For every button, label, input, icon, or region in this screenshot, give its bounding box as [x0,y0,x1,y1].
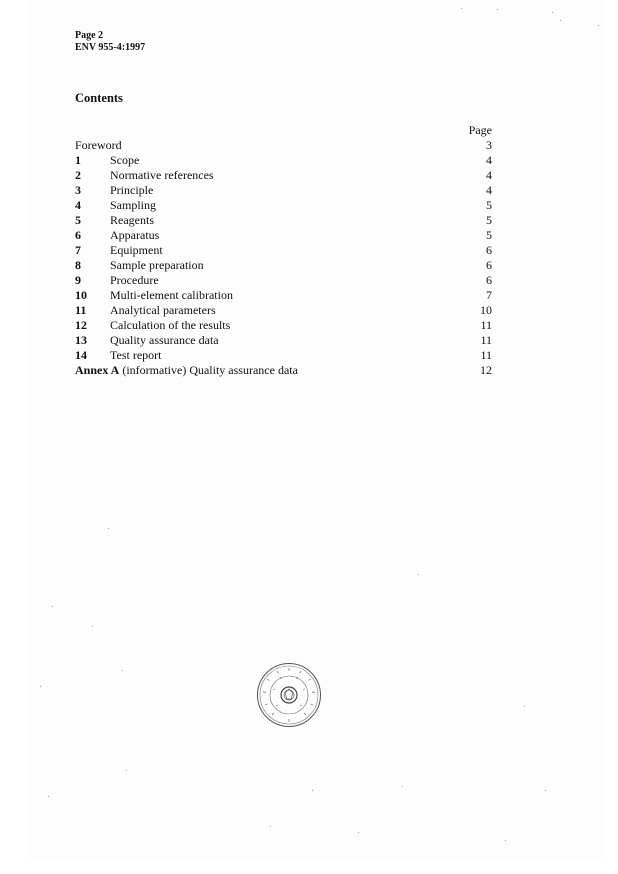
scan-speck [92,626,93,627]
contents-heading: Contents [75,91,123,105]
toc-entry-number: 10 [75,288,87,302]
toc-entry[interactable] [75,288,495,303]
toc-entry-page: 6 [486,273,492,287]
toc-entry-page: 4 [486,183,492,197]
toc-entry[interactable] [75,258,495,273]
annex-label: Annex A [75,363,120,377]
toc-entry-number: 5 [75,213,81,227]
toc-entry-title: Analytical parameters [110,303,216,317]
scan-speck [52,606,53,607]
toc-entry-number: 1 [75,153,81,167]
toc-entry-title: Normative references [110,168,214,182]
institute-seal-icon [256,662,322,728]
toc-entry-page: 7 [486,288,492,302]
toc-entry-page: 5 [486,213,492,227]
toc-entry[interactable] [75,243,495,258]
toc-entry[interactable] [75,333,495,348]
toc-entry-number: 4 [75,198,81,212]
toc-entry-title: Principle [110,183,154,197]
toc-entry-page: 11 [480,333,492,347]
scan-speck [560,20,561,21]
toc-entry[interactable] [75,153,495,168]
scan-speck [40,686,41,687]
scan-speck [505,840,506,841]
toc-entry-title: Scope [110,153,140,167]
toc-entry[interactable] [75,318,495,333]
toc-entry-title: Foreword [75,138,122,152]
toc-entry[interactable] [75,273,495,288]
scan-speck [524,706,525,707]
toc-entry-page: 5 [486,228,492,242]
toc-entry-number: 9 [75,273,81,287]
scan-speck [552,12,553,13]
toc-entry-page: 6 [486,258,492,272]
scan-speck [598,25,599,26]
toc-entry-number: 12 [75,318,87,332]
toc-entry-page: 4 [486,168,492,182]
toc-entry[interactable] [75,348,495,363]
toc-entry[interactable] [75,168,495,183]
toc-entry-page: 5 [486,198,492,212]
toc-entry-number: 7 [75,243,81,257]
toc-entry-foreword[interactable] [75,138,495,153]
scan-speck [402,786,403,787]
toc-entry-title: Sample preparation [110,258,204,272]
toc-entry-page: 11 [480,348,492,362]
page-column-header: Page [468,123,492,137]
toc-annex-title [75,363,298,378]
annex-title: (informative) Quality assurance data [122,363,298,377]
scan-speck [126,770,127,771]
toc-entry-title: Sampling [110,198,157,212]
toc-entry-number: 14 [75,348,87,362]
toc-entry-number: 2 [75,168,81,182]
scan-speck [48,796,49,797]
toc-entry-page: 4 [486,153,492,167]
toc-entry-page: 6 [486,243,492,257]
toc-entry-title: Calculation of the results [110,318,231,332]
document-id: ENV 955-4:1997 [75,42,146,53]
scan-speck [461,8,462,9]
scan-speck [270,826,271,827]
toc-entry[interactable] [75,213,495,228]
toc-entry-title: Test report [110,348,162,362]
toc-entry-page: 12 [480,363,492,377]
toc-entry-title: Apparatus [110,228,160,242]
toc-entry[interactable] [75,198,495,213]
toc-entry-page: 11 [480,318,492,332]
toc-entry-number: 8 [75,258,81,272]
toc-entry-annex-a[interactable] [75,363,495,378]
toc-entry[interactable] [75,183,495,198]
page-header [75,30,145,54]
scan-speck [108,528,109,529]
toc-entry-title: Reagents [110,213,154,227]
scan-speck [418,574,419,575]
toc-entry-page: 10 [480,303,492,317]
toc-entry-title: Quality assurance data [110,333,219,347]
toc-entry-page: 3 [486,138,492,152]
scan-speck [497,9,498,10]
toc-entry-number: 11 [75,303,87,317]
scan-speck [358,832,359,833]
toc-entry-title: Multi-element calibration [110,288,233,302]
toc-entry[interactable] [75,303,495,318]
toc-entry-title: Equipment [110,243,163,257]
page-number-label: Page 2 [75,30,104,41]
toc-entry-number: 3 [75,183,81,197]
toc-entry[interactable] [75,228,495,243]
toc-entry-number: 13 [75,333,87,347]
toc-entry-number: 6 [75,228,81,242]
table-of-contents [75,123,495,378]
toc-entry-title: Procedure [110,273,159,287]
scan-speck [122,670,123,671]
scan-speck [312,790,313,791]
scan-speck [545,790,546,791]
